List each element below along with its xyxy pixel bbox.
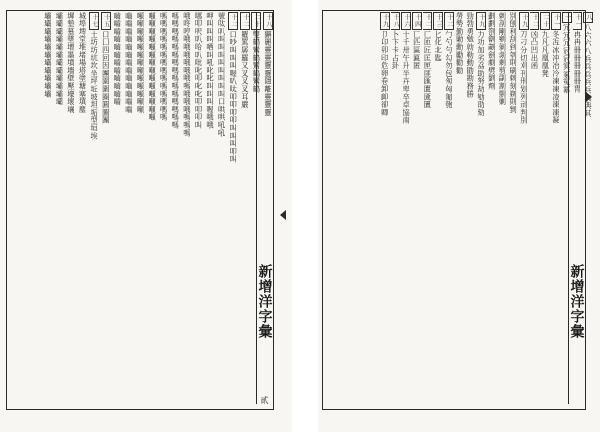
column-text: 墀墊墓墜增墨墳墻壁壓壕壞壤 <box>66 12 76 114</box>
text-column <box>193 12 205 428</box>
column-text: 獬麗靈靈靈靈隱離靈靈靈 <box>264 30 273 117</box>
text-column <box>54 12 66 428</box>
text-column <box>228 12 240 428</box>
text-column <box>77 12 89 428</box>
radical-heading: 十九 <box>381 14 389 28</box>
radical-heading: 十二 <box>445 14 453 28</box>
text-column <box>444 12 455 428</box>
text-column <box>519 12 530 428</box>
text-column <box>487 12 498 428</box>
radical-heading: 八 <box>585 14 592 21</box>
column-text: 凶凸凹出函 <box>530 30 540 70</box>
text-column <box>498 12 509 428</box>
text-column <box>135 12 147 428</box>
column-text: 嚙嚙嚙嚙嚙嚙嚙嚙嚙嚙嚙嚙嚙 <box>124 12 134 114</box>
column-text: 八六六八兵兵兵兵兵典典其 <box>584 23 593 118</box>
text-column <box>412 12 423 428</box>
radical-heading: 十九 <box>520 14 528 28</box>
column-text: 嚙嚙嚙嚙嚙嚙嚙嚙嚙嚙嚙嚙 <box>113 12 123 106</box>
column-text: 冬冱冰冲冶冷凍凍凌凍凍凝 <box>551 30 561 125</box>
column-text: 勹勺勻勾勿包匆匈匍匏 <box>444 30 454 109</box>
text-column <box>170 12 182 428</box>
radical-heading: 十九 <box>477 14 485 28</box>
text-column <box>583 12 594 428</box>
radical-heading: 十一 <box>574 14 582 28</box>
column-text: 羅罵孱羅又叉叉叉耳嚴 <box>240 30 250 109</box>
book-gutter <box>292 0 318 432</box>
text-column <box>204 12 216 428</box>
text-column <box>216 12 228 428</box>
column-text: 匸匹區匾匿 <box>412 30 422 70</box>
column-text: 嗎嗎嗎嗎嗎嗎嗎嗎嗎嗎嗎嗎嗎嗎 <box>159 12 169 122</box>
text-column <box>476 12 487 428</box>
radical-heading: 十五 <box>102 14 110 28</box>
text-column <box>239 12 251 428</box>
radical-heading: 十三 <box>435 14 443 28</box>
text-column <box>158 12 170 428</box>
spine-title: 新增洋字彙 <box>256 264 273 339</box>
radical-heading: 十八 <box>392 14 400 28</box>
column-text: 十千卅午升半卉卑卒卓協南 <box>402 30 412 125</box>
column-text: 勞勢勤勦勳勵勸勸 <box>455 12 465 75</box>
radical-heading: 十六 <box>403 14 411 28</box>
text-column <box>123 12 135 428</box>
text-column <box>65 12 77 428</box>
column-text: 勁勃勇勉勍勒動勖勘務勝 <box>466 12 476 98</box>
text-column <box>89 12 101 428</box>
column-text: 別刨利刮到刳刵刷刺刻剃則剉 <box>509 12 519 114</box>
left-spine-strip <box>256 12 272 404</box>
radical-heading: 十八 <box>265 14 272 28</box>
radical-heading: 一 <box>563 14 571 21</box>
left-page <box>0 0 292 432</box>
text-column <box>551 12 562 428</box>
radical-heading: 十七 <box>91 14 99 28</box>
text-column <box>530 12 541 428</box>
column-text: 號呔叭叫叫叫叫叫叫叫叫口哄哄吼吼 <box>217 12 227 137</box>
right-page-columns <box>380 12 594 428</box>
radical-heading: 十二 <box>241 14 249 28</box>
column-text: 匚匝匠匡匣匪匯匱匳匵 <box>423 30 433 109</box>
radical-heading: 十一 <box>552 14 560 28</box>
folio-number: 貳 <box>260 396 269 404</box>
column-text: 匕化北匙 <box>434 30 444 62</box>
text-column <box>455 12 466 428</box>
spine-title: 新增洋字彙 <box>568 264 585 339</box>
text-column <box>42 12 54 428</box>
page-marker-icon <box>586 92 592 102</box>
radical-heading: 十四 <box>413 14 421 28</box>
column-text: 壩壩壩壩壩壩壩壩壩壩壩 <box>43 12 53 98</box>
column-text: 劃劃劄劊劌劍劇劈劉劑 <box>487 12 497 90</box>
text-column <box>146 12 158 428</box>
column-text: 噸噸噸噸噸噸噸噸噸噸噸噸噸 <box>136 12 146 114</box>
right-spine-strip <box>568 12 584 404</box>
column-text: 九凡凡凰凰凳 <box>541 30 551 78</box>
column-text: 雙鶴鸞鶴鸞鶴鸞鶴 <box>252 30 262 94</box>
radical-heading: 十二 <box>531 14 539 28</box>
column-text: 剌剖剛剜剝剡剩剪副割剽剿 <box>498 12 508 106</box>
text-column <box>540 12 551 428</box>
column-text: 城埠埤堂堆堵場塔塗塘塞填塵 <box>78 12 88 114</box>
text-column <box>112 12 124 428</box>
radical-heading: 十二 <box>230 14 238 28</box>
text-column <box>433 12 444 428</box>
column-text: 冉冉冊冊冊冊冊冑 <box>573 30 583 94</box>
column-text: 壩壩壩壩壩壩壩壩壩壩壩壩 <box>55 12 65 106</box>
column-text: 冗冗冗冠冠冥冢冤冪 <box>562 23 572 95</box>
text-column <box>466 12 477 428</box>
radical-heading: 十二 <box>424 14 432 28</box>
radical-heading: 二十 <box>542 14 550 28</box>
column-text: 卩卬卯印危卵卷卸卹卻卿 <box>380 30 390 117</box>
column-text: 口囗四回因團園圍圈圓圖團 <box>101 30 111 125</box>
text-column <box>391 12 402 428</box>
column-text: 力功加劣劦助努劫劬劭劾 <box>476 30 486 117</box>
column-text: 呷叫叫叫哂叫吼叱叱叫叫叫喔哦哦 <box>206 12 216 129</box>
column-text: 哪叩呎叭哈叭吡叱叩叱叱叩叩叩叫 <box>194 12 204 129</box>
text-column <box>401 12 412 428</box>
column-text: 刀刁分切刈刊刑划列刓判別 <box>519 30 529 125</box>
right-page <box>318 0 600 432</box>
text-column <box>423 12 434 428</box>
text-column <box>380 12 391 428</box>
left-page-columns <box>4 12 274 428</box>
text-column <box>100 12 112 428</box>
text-column <box>181 12 193 428</box>
radical-heading: 二十 <box>253 14 261 28</box>
column-text: 口吵叫叫叫喔叭呔叩叩叩叩叫叫叫叩叫 <box>229 30 239 164</box>
column-text: 哦咚哼哦哦哦哦哦哦嗎哦哦哦嗎嗎嗎 <box>182 12 192 137</box>
column-text: 土坊坊坑坎坐坪坵坡坦垢型垣埃 <box>90 30 100 140</box>
page-marker-icon <box>280 210 286 220</box>
column-text: 卜卞卡占卦 <box>391 30 401 70</box>
text-column <box>508 12 519 428</box>
column-text: 嗎嗎嗎嗎嗎嗎嗎嗎嗎嗎嗎嗎嗎嗎嗎 <box>171 12 181 129</box>
column-text: 噸噸噸噸噸噸噸噸噸噸噸噸噸噸 <box>148 12 158 122</box>
